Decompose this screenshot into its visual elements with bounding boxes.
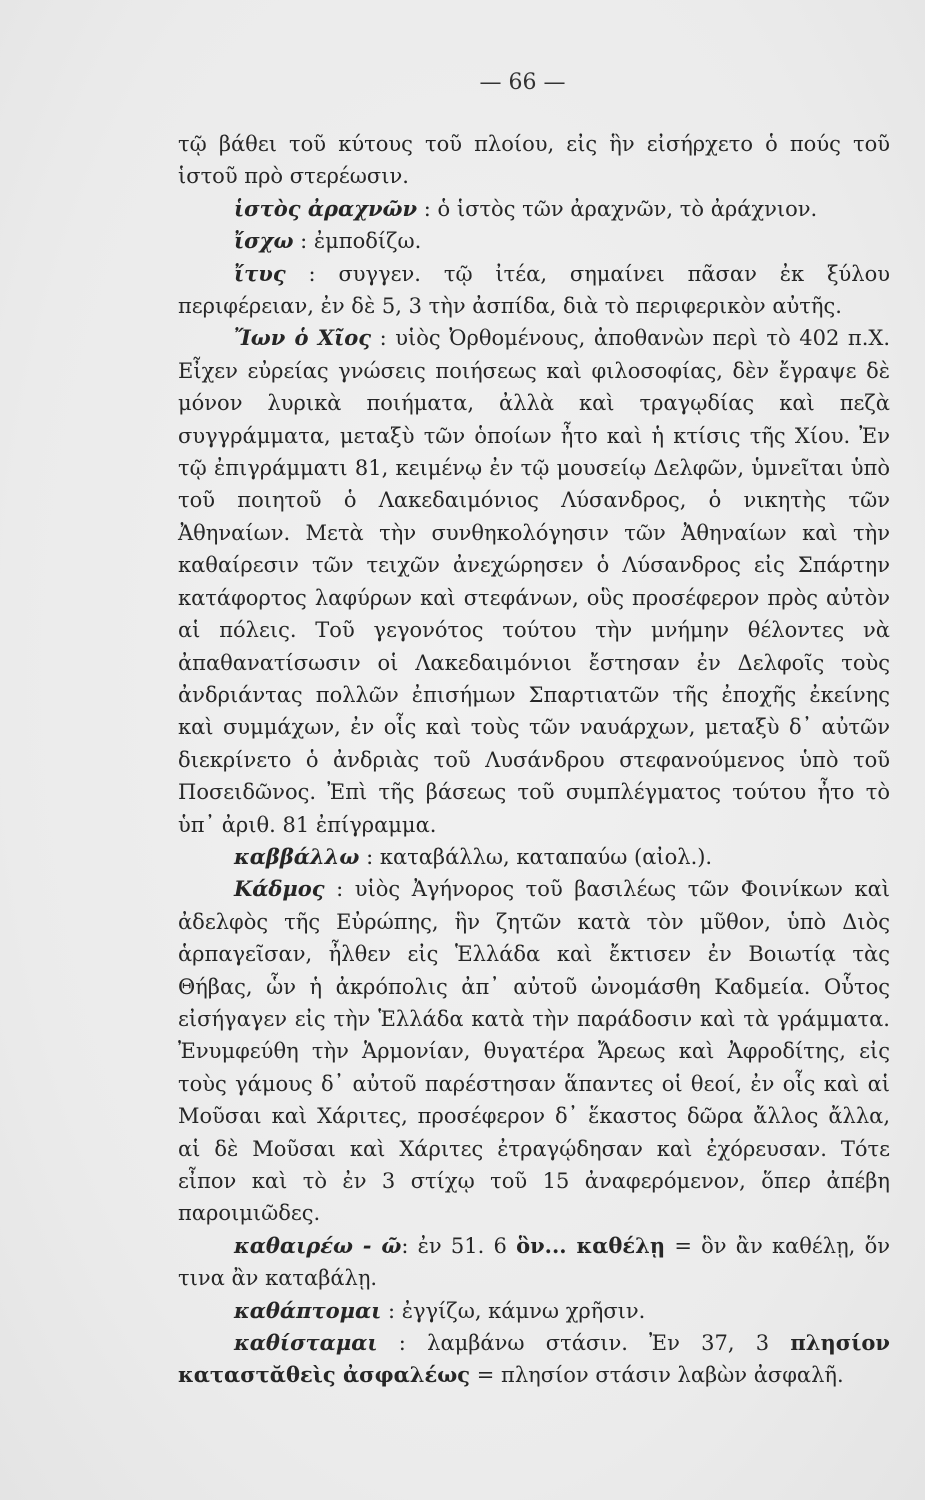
glossary-entry — [178, 193, 890, 225]
entry-headword: καθίσταμαι — [234, 1330, 378, 1356]
entry-headword: καββάλλω — [234, 843, 360, 869]
entry-headword: ἴτυς — [234, 260, 286, 286]
glossary-entry — [178, 225, 890, 257]
quoted-phrase: πλησίον καταστᾰθεὶς ἀσφαλέως — [178, 1330, 890, 1388]
glossary-entry — [178, 1327, 890, 1392]
entry-text: : ὁ ἱστὸς τῶν ἀραχνῶν, τὸ ἀράχνιον. — [417, 196, 818, 221]
continued-paragraph — [178, 128, 890, 193]
entry-headword: Κάδμος — [234, 876, 325, 902]
glossary-entry — [178, 873, 890, 1229]
glossary-entry — [178, 1230, 890, 1295]
entry-text: : ἐν 51. 6 — [401, 1233, 517, 1258]
entry-text: = πλησίον στάσιν λαβὼν ἀσφαλῆ. — [470, 1363, 844, 1388]
entry-text: : καταβάλλω, καταπαύω (αἰολ.). — [359, 844, 713, 869]
glossary-entry — [178, 841, 890, 873]
entry-text: τῷ βάθει τοῦ κύτους τοῦ πλοίου, εἰς ἣν εἰσήρχετο ὁ πούς τοῦ ἱστοῦ πρὸ στερέωσιν. — [178, 132, 890, 189]
entry-headword: ἴσχω — [234, 228, 294, 254]
entry-headword: καθάπτομαι — [234, 1297, 382, 1323]
entry-headword: καθαιρέω - ῶ — [234, 1232, 402, 1258]
entry-text: : υἱὸς Ἀγήνορος τοῦ βασιλέως τῶν Φοινίκων καὶ ἀδελφὸς τῆς Εὐρώπης, ἣν ζητῶν κατὰ τὸν μῦθον, ὑπὸ Διὸς ἁρπαγεῖσαν, ἦλθεν εἰς Ἑλλάδα καὶ ἔκτισεν ἐν Βοιωτίᾳ τὰς Θήβας, ὧν ἡ ἀκρόπολις ἀπ᾽ αὐτοῦ ὠνομάσθη Καδμεία. Οὗτος εἰσήγαγεν εἰς τὴν Ἑλλάδα κατὰ τὴν παράδοσιν καὶ τὰ γράμματα. Ἐνυμφεύθη τὴν Ἁρμονίαν, θυγατέρα Ἄρεως καὶ Ἀφροδίτης, εἰς τοὺς γάμους δ᾽ αὐτοῦ παρέστησαν ἅπαντες οἱ θεοί, ἐν οἷς καὶ αἱ Μοῦσαι καὶ Χάριτες, προσέφερον δ᾽ ἕκαστος δῶρα ἄλλος ἄλλα, αἱ δὲ Μοῦσαι καὶ Χάριτες ἐτραγῴδησαν καὶ ἐχόρευσαν. Τότε εἶπον καὶ τὸ ἐν 3 στίχῳ τοῦ 15 ἀναφερόμενον, ὅπερ ἀπέβη παροιμιῶδες. — [178, 877, 890, 1226]
glossary-entry — [178, 322, 890, 841]
body-text — [178, 128, 890, 1392]
page-number: — 66 — — [479, 70, 566, 95]
entry-text: : ἐγγίζω, κάμνω χρῆσιν. — [381, 1298, 646, 1323]
quoted-phrase: ὃν... καθέλῃ — [516, 1232, 666, 1258]
glossary-entry — [178, 258, 890, 323]
entry-text: : υἱὸς Ὀρθομένους, ἀποθανὼν περὶ τὸ 402 π.Χ. Εἶχεν εὐρείας γνώσεις ποιήσεως καὶ φιλοσοφίας, δὲν ἔγραψε δὲ μόνον λυρικὰ ποιήματα, ἀλλὰ καὶ τραγῳδίας καὶ πεζὰ συγγράμματα, μεταξὺ τῶν ὁποίων ἦτο καὶ ἡ κτίσις τῆς Χίου. Ἐν τῷ ἐπιγράμματι 81, κειμένῳ ἐν τῷ μουσείῳ Δελφῶν, ὑμνεῖται ὑπὸ τοῦ ποιητοῦ ὁ Λακεδαιμόνιος Λύσανδρος, ὁ νικητὴς τῶν Ἀθηναίων. Μετὰ τὴν συνθηκολόγησιν τῶν Ἀθηναίων καὶ τὴν καθαίρεσιν τῶν τειχῶν ἀνεχώρησεν ὁ Λύσανδρος εἰς Σπάρτην κατάφορτος λαφύρων καὶ στεφάνων, οὓς προσέφερον πρὸς αὐτὸν αἱ πόλεις. Τοῦ γεγονότος τούτου τὴν μνήμην θέλοντες νὰ ἀπαθανατίσωσιν οἱ Λακεδαιμόνιοι ἔστησαν ἐν Δελφοῖς τοὺς ἀνδριάντας πολλῶν ἐπισήμων Σπαρτιατῶν τῆς ἐποχῆς ἐκείνης καὶ συμμάχων, ἐν οἷς καὶ τοὺς τῶν ναυάρχων, μεταξὺ δ᾽ αὐτῶν διεκρίνετο ὁ ἀνδριὰς τοῦ Λυσάνδρου στεφανούμενος ὑπὸ τοῦ Ποσειδῶνος. Ἐπὶ τῆς βάσεως τοῦ συμπλέγματος τούτου ἦτο τὸ ὑπ᾽ ἀριθ. 81 ἐπίγραμμα. — [178, 326, 891, 837]
entry-text: : ἐμποδίζω. — [293, 229, 422, 254]
glossary-entry — [178, 1295, 890, 1327]
entry-text: : συγγεν. τῷ ἰτέα, σημαίνει πᾶσαν ἐκ ξύλου περιφέρειαν, ἐν δὲ 5, 3 τὴν ἀσπίδα, διὰ τὸ περιφερικὸν αὐτῆς. — [178, 261, 890, 319]
entry-headword: ἱστὸς ἀραχνῶν — [234, 195, 418, 221]
entry-text: : λαμβάνω στάσιν. Ἐν 37, 3 — [377, 1331, 791, 1356]
entry-text: = ὃν ἂν καθέλῃ, ὅν τινα ἂν καταβάλῃ. — [178, 1233, 890, 1291]
entry-headword: Ἴων ὁ Χῖος — [234, 325, 372, 351]
